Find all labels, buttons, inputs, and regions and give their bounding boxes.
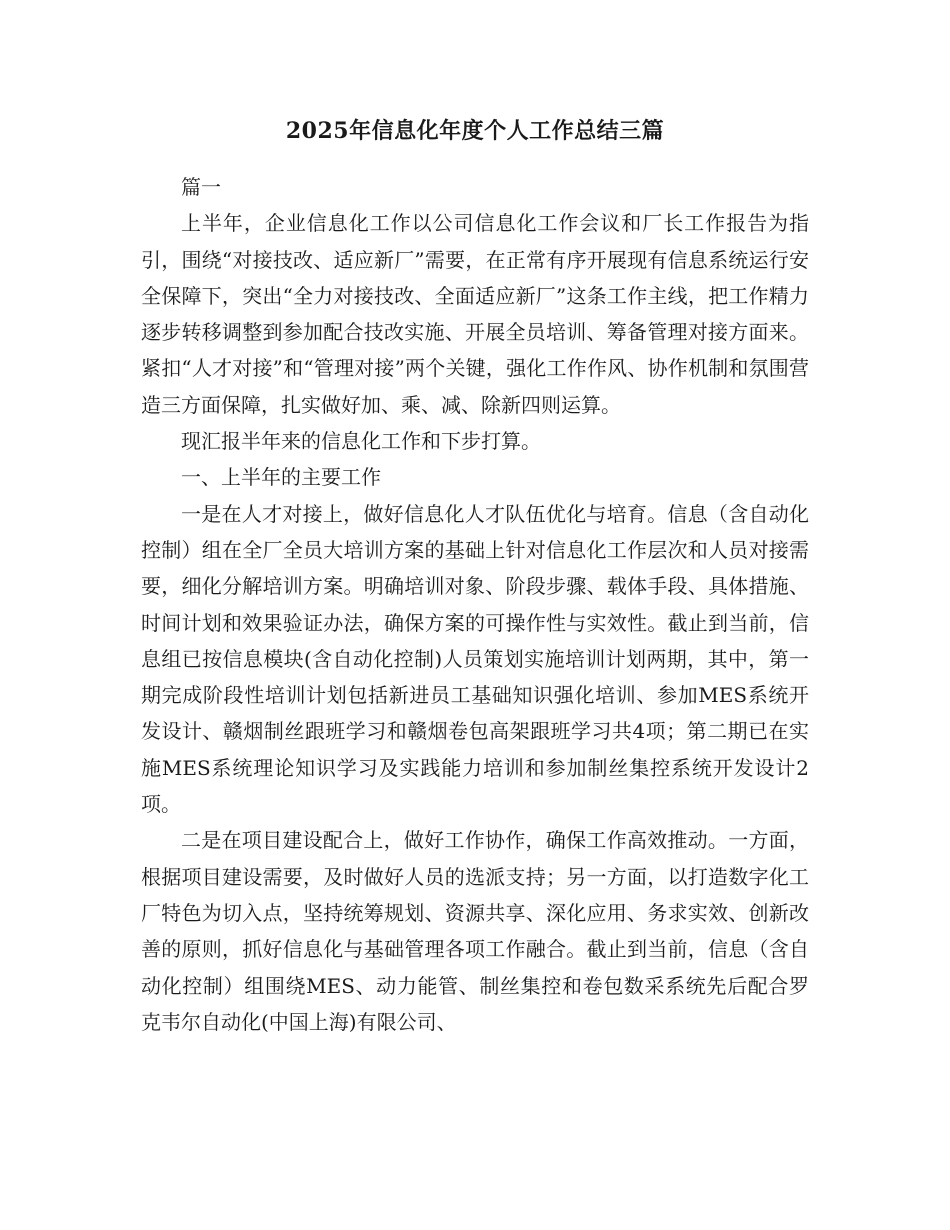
section-label: 篇一 <box>181 175 221 199</box>
paragraph-talent: 一是在人才对接上，做好信息化人才队伍优化与培育。信息（含自动化控制）组在全厂全员大培训方案的基础上针对信息化工作层次和人员对接需要，细化分解培训方案。明确培训对象、阶段步骤、载体手段、具体措施、时间计划和效果验证办法，确保方案的可操作性与实效性。截止到当前，信息组已按信息模块(含自动化控制)人员策划实施培训计划两期，其中，第一期完成阶段性培训计划包括新进员工基础知识强化培训、参加MES系统开发设计、赣烟制丝跟班学习和赣烟卷包高架跟班学习共4项；第二期已在实施MES系统理论知识学习及实践能力培训和参加制丝集控系统开发设计2项。 <box>141 501 809 817</box>
paragraph-report-note: 现汇报半年来的信息化工作和下步打算。 <box>181 429 541 454</box>
document-title: 2025年信息化年度个人工作总结三篇 <box>285 118 665 144</box>
paragraph-project: 二是在项目建设配合上，做好工作协作，确保工作高效推动。一方面，根据项目建设需要，及时做好人员的选派支持；另一方面，以打造数字化工厂特色为切入点，坚持统筹规划、资源共享、深化应用、务求实效、创新改善的原则，抓好信息化与基础管理各项工作融合。截止到当前，信息（含自动化控制）组围绕MES、动力能管、制丝集控和卷包数采系统先后配合罗克韦尔自动化(中国上海)有限公司、 <box>141 828 809 1034</box>
paragraph-intro: 上半年，企业信息化工作以公司信息化工作会议和厂长工作报告为指引，围绕“对接技改、适应新厂”需要，在正常有序开展现有信息系统运行安全保障下，突出“全力对接技改、全面适应新厂”这条工作主线，把工作精力逐步转移调整到参加配合技改实施、开展全员培训、筹备管理对接方面来。紧扣“人才对接”和“管理对接”两个关键，强化工作作风、协作机制和氛围营造三方面保障，扎实做好加、乘、减、除新四则运算。 <box>141 211 809 417</box>
document-body <box>141 169 809 1040</box>
section-heading: 一、上半年的主要工作 <box>181 465 381 490</box>
